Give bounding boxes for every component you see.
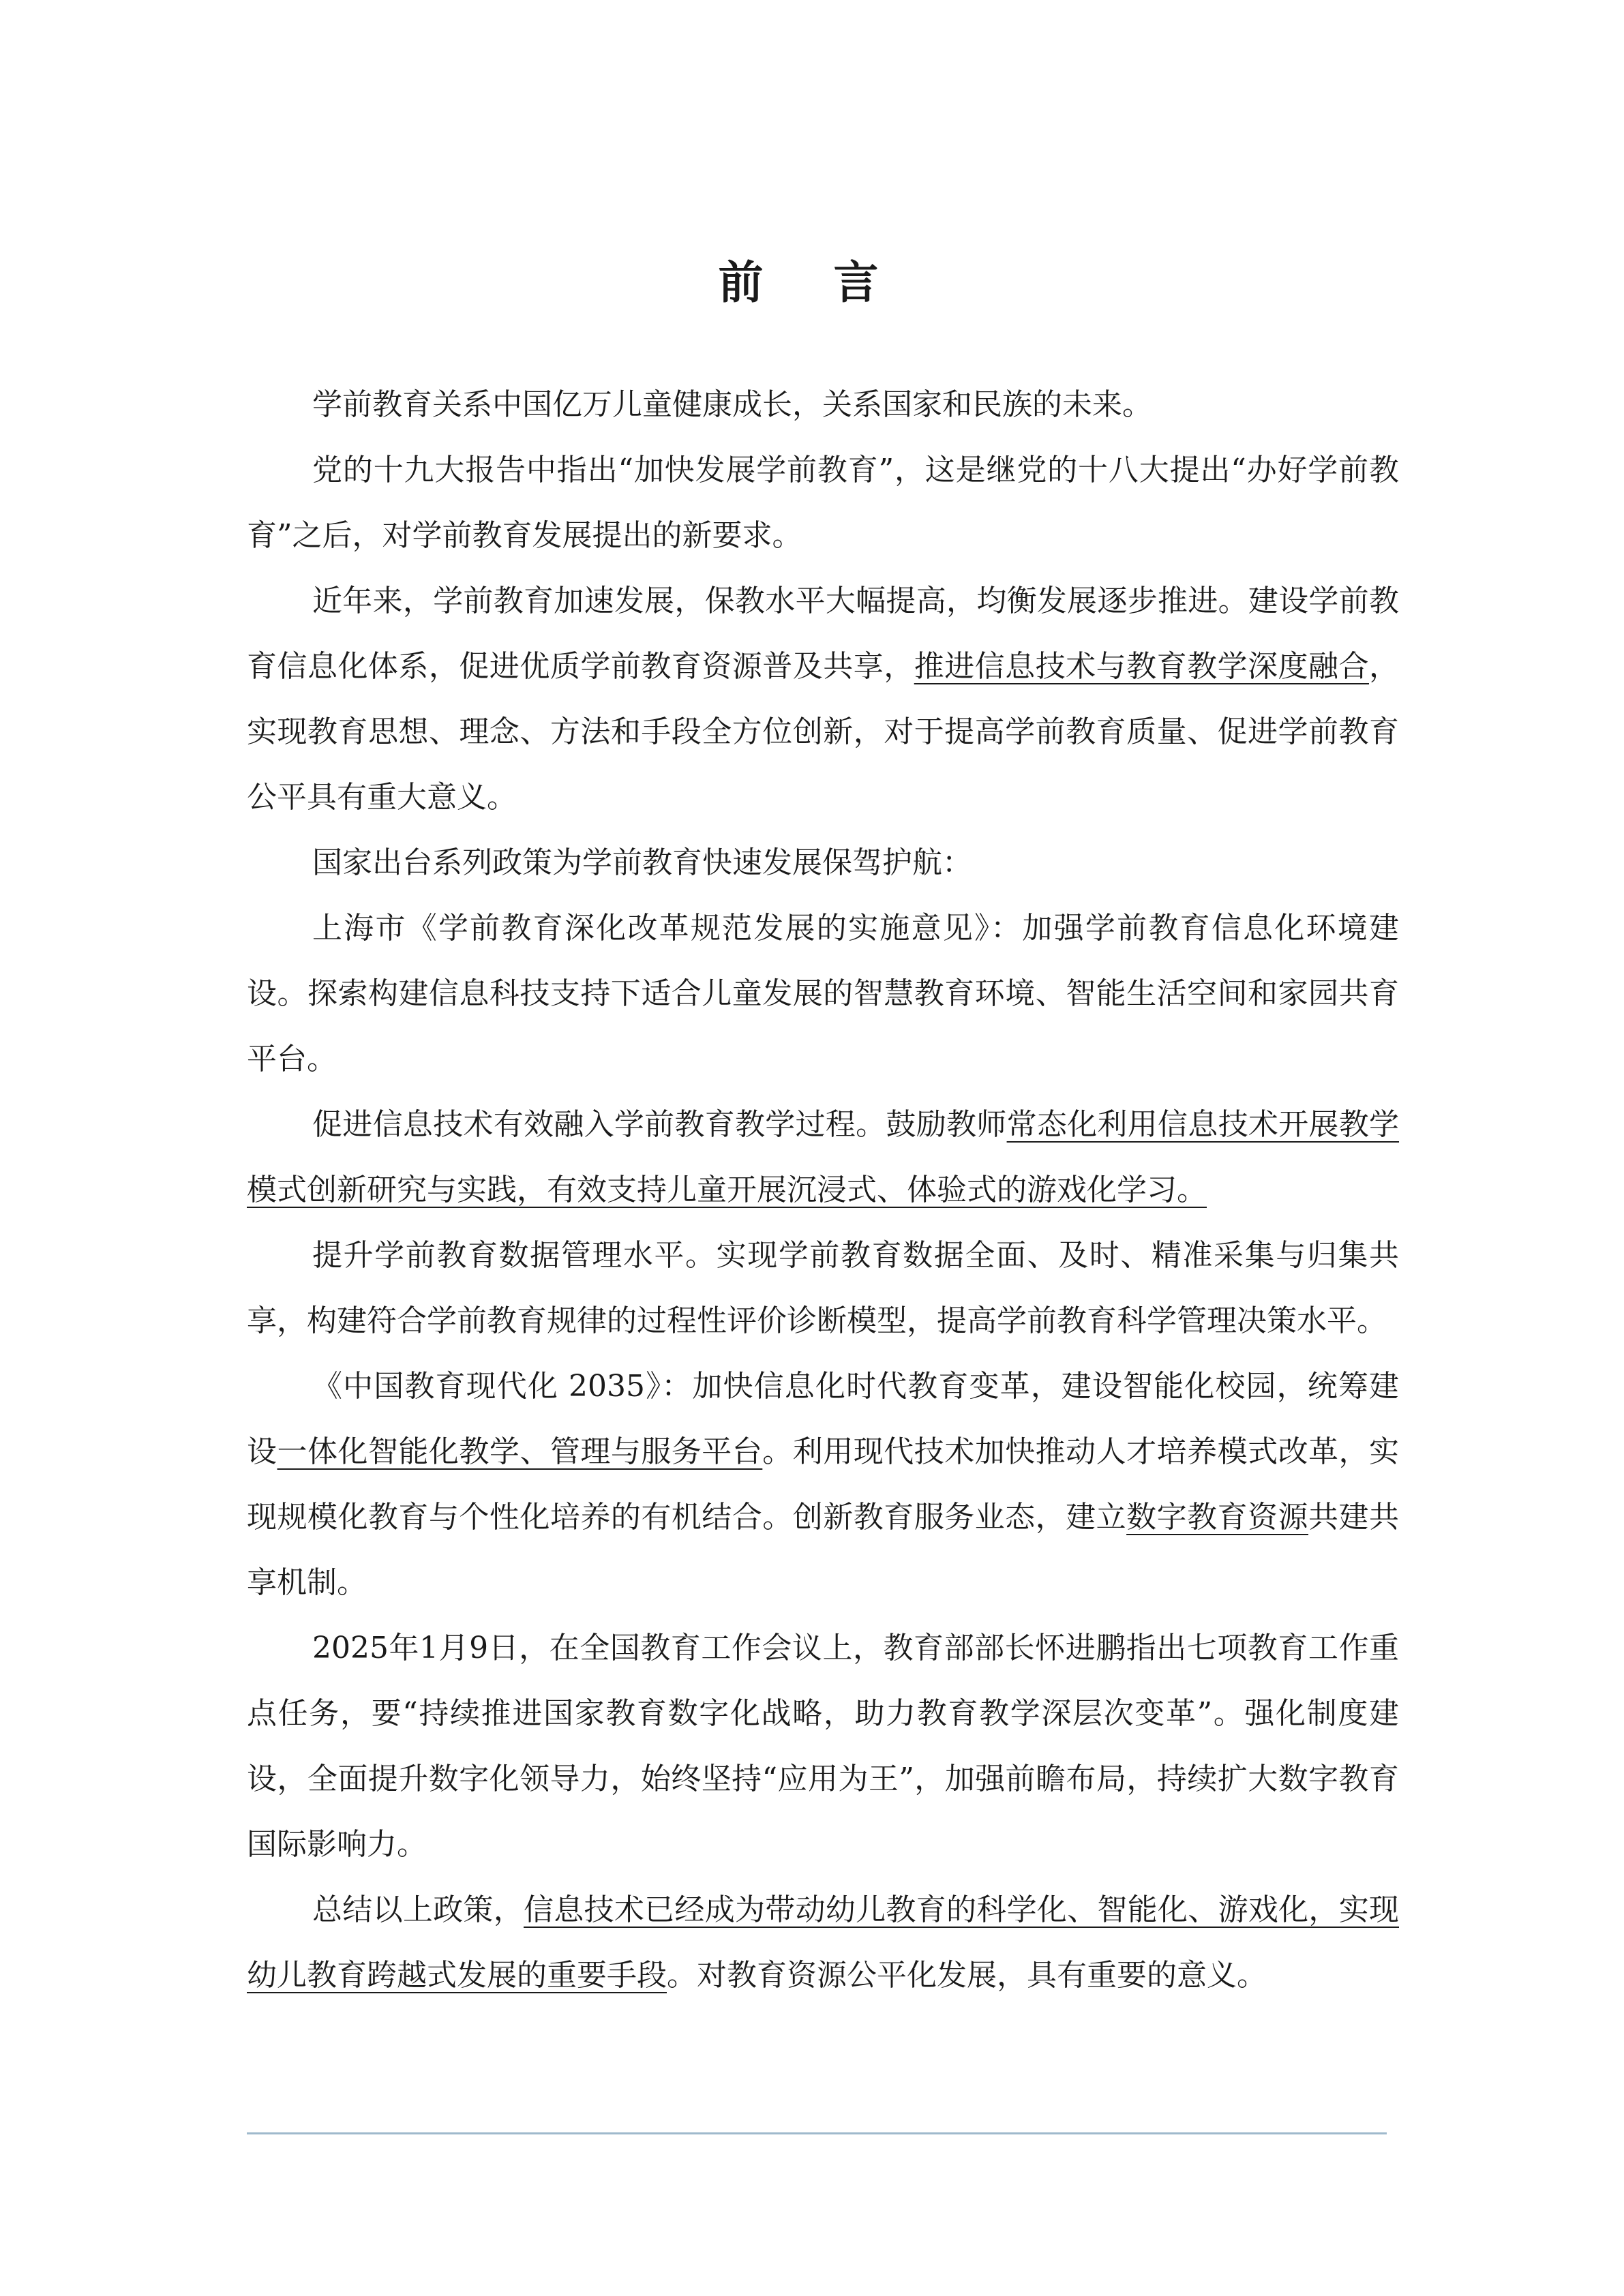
- footer-divider: [247, 2132, 1387, 2134]
- underlined-phrase: 常态化利用信息技术开展教学模式创新研究与实践，有效支持儿童开展沉浸式、体验式的游戏化学习。: [247, 1107, 1400, 1207]
- paragraph-5: 上海市《学前教育深化改革规范发展的实施意见》：加强学前教育信息化环境建设。探索构建信息科技支持下适合儿童发展的智慧教育环境、智能生活空间和家园共育平台。: [247, 911, 1399, 1076]
- paragraph-4: 国家出台系列政策为学前教育快速发展保驾护航：: [312, 845, 972, 880]
- body-text: [247, 372, 1399, 2008]
- underlined-phrase: 数字教育资源: [1126, 1500, 1309, 1535]
- underlined-phrase: 信息技术已经成为带动幼儿教育的科学化、智能化、游戏化，实现幼儿教育跨越式发展的重要手段: [247, 1892, 1399, 1993]
- paragraph-1: 学前教育关系中国亿万儿童健康成长，关系国家和民族的未来。: [312, 387, 1152, 422]
- paragraph-8: 《中国教育现代化 2035》：加快信息化时代教育变革，建设智能化校园，统筹建设一体化智能化教学、管理与服务平台。利用现代技术加快推动人才培养模式改革，实现规模化教育与个性化培养的有机结合。创新教育服务业态，建立数字教育资源共建共享机制。: [247, 1369, 1400, 1600]
- paragraph-9: 2025年1月9日，在全国教育工作会议上，教育部部长怀进鹏指出七项教育工作重点任务，要“持续推进国家教育数字化战略，助力教育教学深层次变革”。强化制度建设，全面提升数字化领导力，始终坚持“应用为王”，加强前瞻布局，持续扩大数字教育国际影响力。: [247, 1631, 1399, 1862]
- paragraph-6: 促进信息技术有效融入学前教育教学过程。鼓励教师常态化利用信息技术开展教学模式创新研究与实践，有效支持儿童开展沉浸式、体验式的游戏化学习。: [247, 1107, 1400, 1207]
- underlined-phrase: 一体化智能化教学、管理与服务平台: [277, 1434, 763, 1469]
- paragraph-7: 提升学前教育数据管理水平。实现学前教育数据全面、及时、精准采集与归集共享，构建符合学前教育规律的过程性评价诊断模型，提高学前教育科学管理决策水平。: [247, 1238, 1399, 1338]
- underlined-phrase: 推进信息技术与教育教学深度融合: [914, 649, 1369, 684]
- paragraph-3: 近年来，学前教育加速发展，保教水平大幅提高，均衡发展逐步推进。建设学前教育信息化体系，促进优质学前教育资源普及共享，推进信息技术与教育教学深度融合，实现教育思想、理念、方法和手段全方位创新，对于提高学前教育质量、促进学前教育公平具有重大意义。: [247, 584, 1399, 815]
- page-title: 前 言: [718, 256, 906, 309]
- paragraph-10: 总结以上政策，信息技术已经成为带动幼儿教育的科学化、智能化、游戏化，实现幼儿教育跨越式发展的重要手段。对教育资源公平化发展，具有重要的意义。: [247, 1892, 1399, 1993]
- paragraph-2: 党的十九大报告中指出“加快发展学前教育”，这是继党的十八大提出“办好学前教育”之后，对学前教育发展提出的新要求。: [247, 453, 1399, 553]
